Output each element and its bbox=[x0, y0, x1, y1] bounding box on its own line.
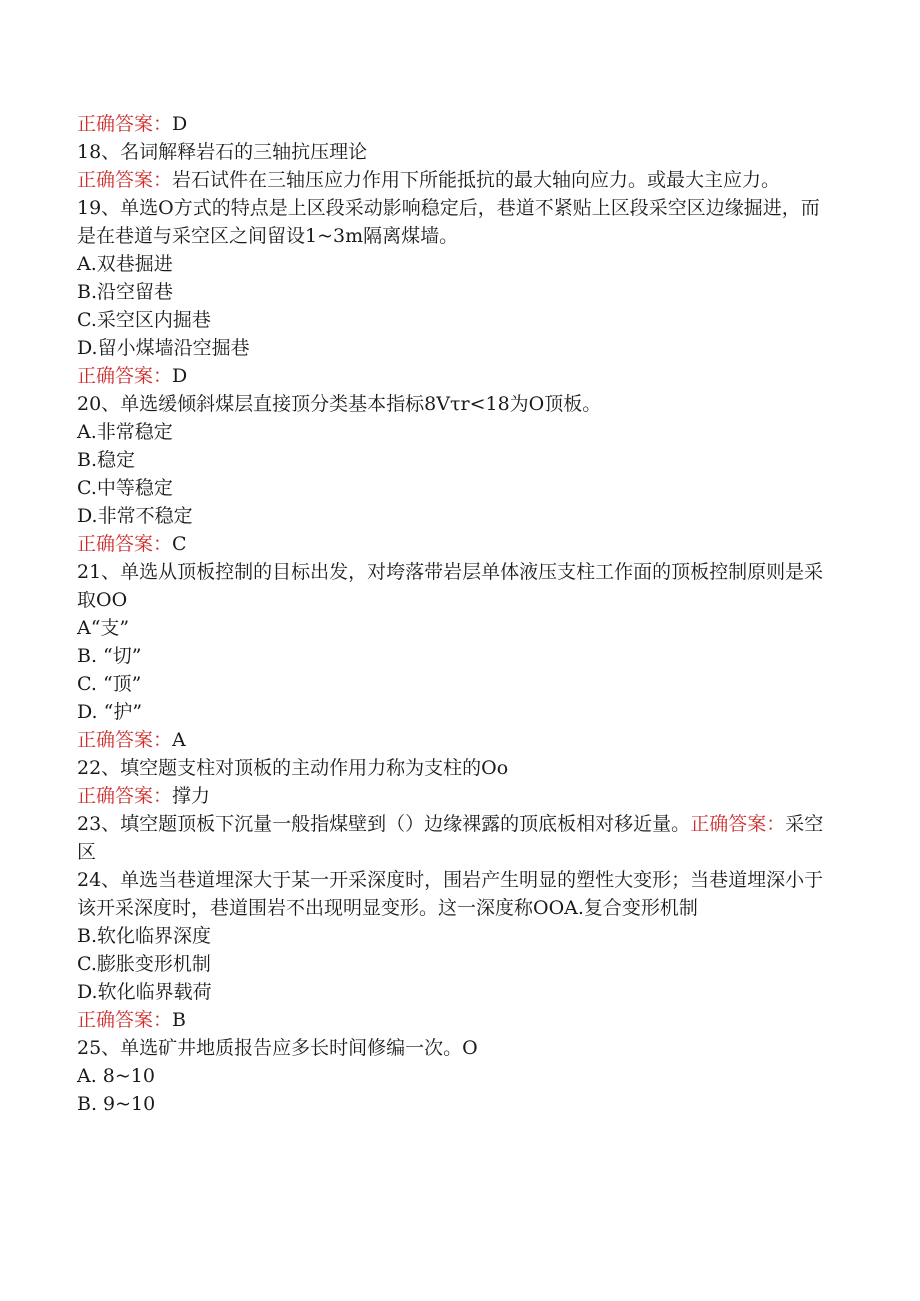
question-line: 19、单选O方式的特点是上区段采动影响稳定后，巷道不紧贴上区段采空区边缘掘进，而是在巷道与采空区之间留设1~3m隔离煤墙。 bbox=[77, 197, 820, 247]
answer-value: D bbox=[172, 365, 188, 387]
qa-content bbox=[77, 110, 827, 1118]
option-line: B. 9~10 bbox=[77, 1093, 156, 1115]
question-line: 21、单选从顶板控制的目标出发，对垮落带岩层单体液压支柱工作面的顶板控制原则是采取OO bbox=[77, 561, 824, 611]
answer-value: 岩石试件在三轴压应力作用下所能抵抗的最大轴向应力。或最大主应力。 bbox=[172, 169, 781, 191]
answer-label: 正确答案： bbox=[77, 785, 173, 807]
question-line: 24、单选当巷道埋深大于某一开采深度时，围岩产生明显的塑性大变形；当巷道埋深小于该开采深度时，巷道围岩不出现明显变形。这一深度称OOA.复合变形机制 bbox=[77, 869, 824, 919]
option-line: D.非常不稳定 bbox=[77, 505, 193, 527]
answer-value: D bbox=[172, 113, 188, 135]
answer-value: C bbox=[172, 533, 187, 555]
option-line: D.留小煤墙沿空掘巷 bbox=[77, 337, 250, 359]
option-line: C. “顶” bbox=[77, 673, 142, 695]
answer-value: 撑力 bbox=[172, 785, 211, 807]
answer-line bbox=[77, 1006, 827, 1034]
answer-line bbox=[77, 782, 827, 810]
answer-value: B bbox=[172, 1009, 186, 1031]
option-line: A.非常稳定 bbox=[77, 421, 173, 443]
option-line: A. 8~10 bbox=[77, 1065, 155, 1087]
question-line: 20、单选缓倾斜煤层直接顶分类基本指标8Vτr<18为O顶板。 bbox=[77, 393, 602, 415]
answer-label: 正确答案： bbox=[77, 729, 173, 751]
option-line: A.双巷掘进 bbox=[77, 253, 173, 275]
question-line: 22、填空题支柱对顶板的主动作用力称为支柱的Oo bbox=[77, 757, 509, 779]
answer-line bbox=[77, 726, 827, 754]
option-line: C.采空区内掘巷 bbox=[77, 309, 211, 331]
answer-line bbox=[77, 362, 827, 390]
option-line: C.中等稳定 bbox=[77, 477, 173, 499]
option-line: B.软化临界深度 bbox=[77, 925, 212, 947]
option-line: D.软化临界载荷 bbox=[77, 981, 212, 1003]
option-line: A“支” bbox=[77, 617, 130, 639]
answer-line bbox=[77, 110, 827, 138]
answer-label: 正确答案： bbox=[77, 365, 173, 387]
question-line bbox=[77, 810, 827, 866]
option-line: C.膨胀变形机制 bbox=[77, 953, 211, 975]
answer-label: 正确答案： bbox=[77, 169, 173, 191]
option-line: D. “护” bbox=[77, 701, 143, 723]
answer-value: A bbox=[172, 729, 186, 751]
option-line: B.沿空留巷 bbox=[77, 281, 174, 303]
answer-line bbox=[77, 166, 827, 194]
answer-label: 正确答案： bbox=[77, 113, 173, 135]
question-line: 18、名词解释岩石的三轴抗压理论 bbox=[77, 141, 368, 163]
question-text: 23、填空题顶板下沉量一般指煤壁到（）边缘裸露的顶底板相对移近量。 bbox=[77, 813, 691, 835]
answer-label: 正确答案： bbox=[77, 1009, 173, 1031]
answer-line bbox=[77, 530, 827, 558]
answer-label: 正确答案： bbox=[690, 813, 786, 835]
option-line: B. “切” bbox=[77, 645, 142, 667]
answer-value: 采空区 bbox=[77, 813, 824, 863]
option-line: B.稳定 bbox=[77, 449, 136, 471]
answer-label: 正确答案： bbox=[77, 533, 173, 555]
question-line: 25、单选矿井地质报告应多长时间修编一次。O bbox=[77, 1037, 478, 1059]
